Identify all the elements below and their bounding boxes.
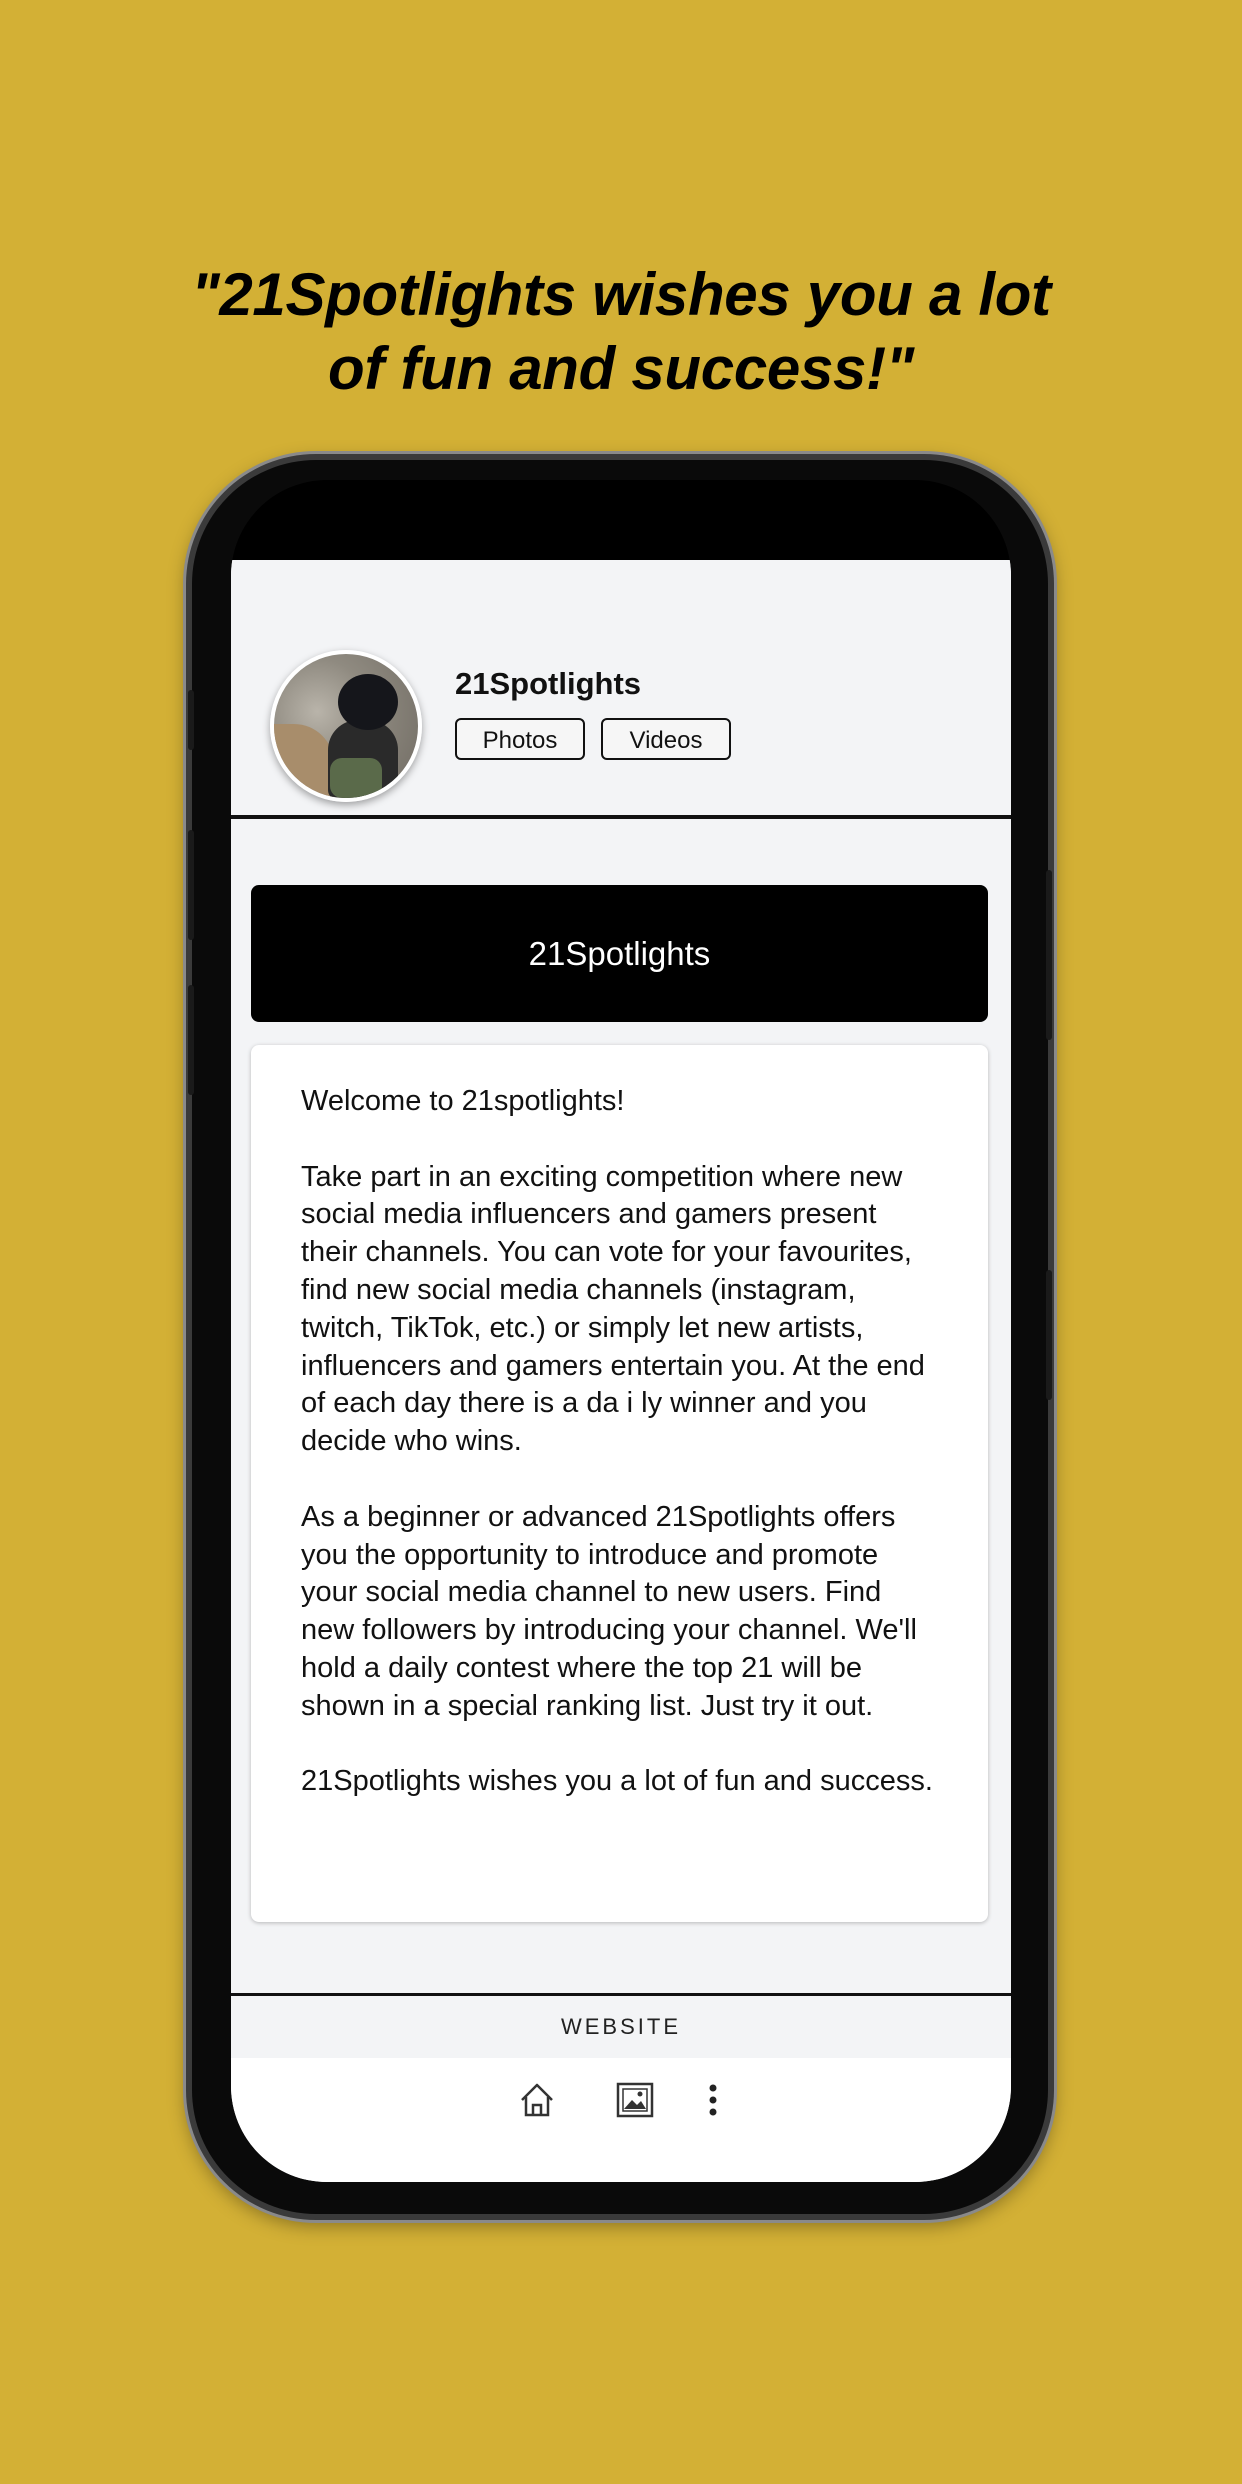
phone-side-button-right xyxy=(1046,870,1052,1040)
welcome-card xyxy=(251,1045,988,1922)
app-view xyxy=(231,560,1011,2182)
website-link[interactable]: WEBSITE xyxy=(231,1996,1011,2059)
marketing-headline xyxy=(0,258,1242,406)
welcome-paragraph: Welcome to 21spotlights! xyxy=(301,1085,625,1117)
bottom-navigation xyxy=(231,2058,1011,2182)
profile-header xyxy=(231,560,1011,819)
more-vertical-icon[interactable] xyxy=(703,2080,723,2120)
closing-paragraph: 21Spotlights wishes you a lot of fun and success. xyxy=(301,1765,933,1798)
phone-side-button-left-3 xyxy=(188,985,194,1095)
gallery-icon[interactable] xyxy=(615,2080,655,2120)
avatar[interactable] xyxy=(270,650,422,802)
beginner-paragraph: As a beginner or advanced 21Spotlights offers you the opportunity to introduce and promote your social media channel to new users. Find new followers by introducing your channel. We'll hold a daily contest where the top 21 will be shown in a special ranking list. Just try it out. xyxy=(301,1500,917,1722)
competition-paragraph: Take part in an exciting competition where new social media influencers and gamers present their channels. You can vote for your favourites, find new social media channels (instagram, twitch, TikTok, etc.) or simply let new artists, influencers and gamers entertain you. At the end of each day there is a da i ly winner and you decide who wins. xyxy=(301,1160,925,1458)
photos-button[interactable]: Photos xyxy=(455,718,585,760)
phone-side-button-right-2 xyxy=(1046,1270,1052,1400)
headline-line-1: "21Spotlights wishes you a lot xyxy=(191,261,1051,328)
phone-screen xyxy=(231,480,1011,2182)
headline-line-2: of fun and success!" xyxy=(328,335,914,402)
phone-side-button-left-2 xyxy=(188,830,194,940)
title-banner: 21Spotlights xyxy=(251,885,988,1022)
home-icon[interactable] xyxy=(517,2080,557,2120)
profile-name: 21Spotlights xyxy=(455,666,642,701)
videos-button[interactable]: Videos xyxy=(601,718,731,760)
phone-side-button-left-1 xyxy=(188,690,194,750)
